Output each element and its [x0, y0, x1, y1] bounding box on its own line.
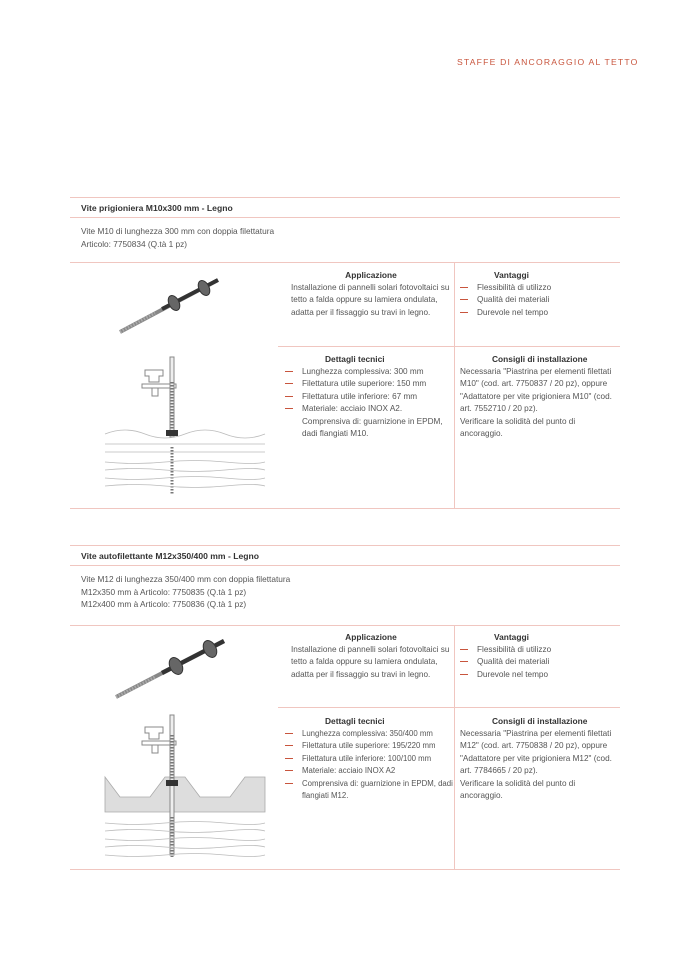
- advantages-heading: Vantaggi: [494, 270, 529, 280]
- technical-item: [285, 778, 453, 803]
- divider: [70, 508, 620, 509]
- divider: [278, 346, 620, 347]
- advantages-heading: Vantaggi: [494, 632, 529, 642]
- technical-text: Lunghezza complessiva: 350/400 mm: [302, 728, 433, 738]
- description-line: M12x350 mm à Articolo: 7750835 (Q.tà 1 pz): [81, 586, 247, 597]
- technical-item: [285, 728, 453, 741]
- technical-block: [285, 715, 453, 803]
- application-block: [291, 269, 451, 319]
- installation-text: Necessaria "Piastrina per elementi filettati M10" (cod. art. 7750837 / 20 pz), oppure "Adattatore per vite prigioniera M10" (cod. art. 7552710 / 20 pz).: [460, 366, 612, 413]
- product-section-1: [70, 197, 620, 509]
- roof-section: [105, 430, 265, 488]
- advantages-block: [460, 269, 620, 319]
- dash-bullet-icon: [285, 396, 293, 397]
- dash-bullet-icon: [285, 758, 293, 759]
- dash-bullet-icon: [460, 299, 468, 300]
- technical-item: [285, 416, 453, 441]
- advantages-block: [460, 631, 620, 681]
- technical-text: Materiale: acciaio INOX A2: [302, 766, 396, 775]
- advantage-item: [460, 294, 620, 307]
- technical-text: Filettatura utile superiore: 195/220 mm: [302, 741, 436, 750]
- wood-beam: [105, 822, 265, 857]
- technical-heading: Dettagli tecnici: [325, 716, 385, 726]
- trapezoidal-sheet: [105, 777, 265, 812]
- advantage-item: [460, 282, 620, 295]
- dash-bullet-icon: [285, 733, 293, 734]
- advantage-text: Qualità dei materiali: [477, 295, 550, 304]
- dash-bullet-icon: [285, 783, 293, 784]
- advantage-text: Durevole nel tempo: [477, 669, 548, 679]
- advantage-text: Flessibilità di utilizzo: [477, 644, 552, 654]
- technical-item: [285, 403, 453, 416]
- technical-item: [285, 740, 453, 753]
- installation-note: Verificare la solidità del punto di ancoraggio.: [460, 778, 576, 800]
- advantage-item: [460, 669, 620, 682]
- application-text: Installazione di pannelli solari fotovoltaici su tetto a falda oppure su lamiera ondulata, adatta per il fissaggio su travi in legno.: [291, 282, 450, 317]
- installation-heading: Consigli di installazione: [492, 354, 588, 364]
- technical-text: Filettatura utile inferiore: 100/100 mm: [302, 753, 432, 763]
- technical-item: [285, 765, 453, 778]
- technical-item: [285, 391, 453, 404]
- divider: [70, 217, 620, 218]
- section-header: STAFFE DI ANCORAGGIO AL TETTO: [457, 57, 639, 67]
- divider: [70, 565, 620, 566]
- advantage-item: [460, 656, 620, 669]
- technical-block: [285, 353, 453, 441]
- application-heading: Applicazione: [345, 270, 397, 280]
- description-line: M12x400 mm à Articolo: 7750836 (Q.tà 1 pz): [81, 599, 247, 609]
- double-thread-screw-icon: [120, 279, 218, 332]
- double-thread-screw-icon: [116, 638, 224, 697]
- column-divider: [454, 625, 455, 870]
- installation-note: Verificare la solidità del punto di ancoraggio.: [460, 416, 576, 438]
- technical-item: [285, 378, 453, 391]
- dash-bullet-icon: [460, 661, 468, 662]
- column-divider: [454, 262, 455, 508]
- dash-bullet-icon: [285, 408, 293, 409]
- installation-text: Necessaria "Piastrina per elementi filettati M12" (cod. art. 7750838 / 20 pz), oppure "Adattatore per vite prigioniera M12" (cod. art. 7784665 / 20 pz).: [460, 728, 612, 775]
- technical-text: Filettatura utile inferiore: 67 mm: [302, 391, 418, 401]
- divider: [70, 197, 620, 198]
- advantage-item: [460, 644, 620, 657]
- installation-block: [460, 353, 620, 441]
- technical-text: Comprensiva di: guarnizione in EPDM, dadi flangiati M10.: [302, 416, 443, 438]
- technical-item: [285, 753, 453, 766]
- installation-heading: Consigli di installazione: [492, 716, 588, 726]
- application-text: Installazione di pannelli solari fotovoltaici su tetto a falda oppure su lamiera ondulata, adatta per il fissaggio su travi in legno.: [291, 644, 450, 679]
- dash-bullet-icon: [460, 312, 468, 313]
- advantage-text: Qualità dei materiali: [477, 657, 550, 666]
- description-line: Articolo: 7750834 (Q.tà 1 pz): [81, 238, 188, 249]
- advantage-text: Flessibilità di utilizzo: [477, 282, 552, 292]
- product-description: [81, 225, 274, 250]
- application-block: [291, 631, 451, 681]
- technical-text: Comprensiva di: guarnizione in EPDM, dadi flangiati M12.: [302, 778, 453, 800]
- dash-bullet-icon: [285, 745, 293, 746]
- product-illustration: [100, 272, 270, 497]
- dash-bullet-icon: [460, 674, 468, 675]
- dash-bullet-icon: [460, 287, 468, 288]
- dash-bullet-icon: [285, 371, 293, 372]
- application-heading: Applicazione: [345, 632, 397, 642]
- technical-heading: Dettagli tecnici: [325, 354, 385, 364]
- technical-text: Materiale: acciaio INOX A2.: [302, 404, 403, 413]
- stud-bolt: [166, 357, 178, 494]
- product-description: [81, 573, 290, 611]
- advantage-text: Durevole nel tempo: [477, 307, 548, 317]
- stud-bolt: [166, 715, 178, 857]
- divider: [70, 869, 620, 870]
- product-title: Vite autofilettante M12x350/400 mm - Legno: [81, 551, 259, 561]
- product-illustration: [100, 635, 270, 860]
- divider: [70, 545, 620, 546]
- technical-item: [285, 366, 453, 379]
- divider: [278, 707, 620, 708]
- advantage-item: [460, 307, 620, 320]
- technical-text: Filettatura utile superiore: 150 mm: [302, 379, 427, 388]
- technical-text: Lunghezza complessiva: 300 mm: [302, 366, 424, 376]
- description-line: Vite M10 di lunghezza 300 mm con doppia filettatura: [81, 226, 275, 236]
- product-section-2: [70, 545, 620, 870]
- description-line: Vite M12 di lunghezza 350/400 mm con doppia filettatura: [81, 574, 291, 584]
- dash-bullet-icon: [285, 770, 293, 771]
- divider: [70, 625, 620, 626]
- divider: [70, 262, 620, 263]
- product-title: Vite prigioniera M10x300 mm - Legno: [81, 203, 233, 213]
- dash-bullet-icon: [285, 383, 293, 384]
- installation-block: [460, 715, 620, 803]
- dash-bullet-icon: [460, 649, 468, 650]
